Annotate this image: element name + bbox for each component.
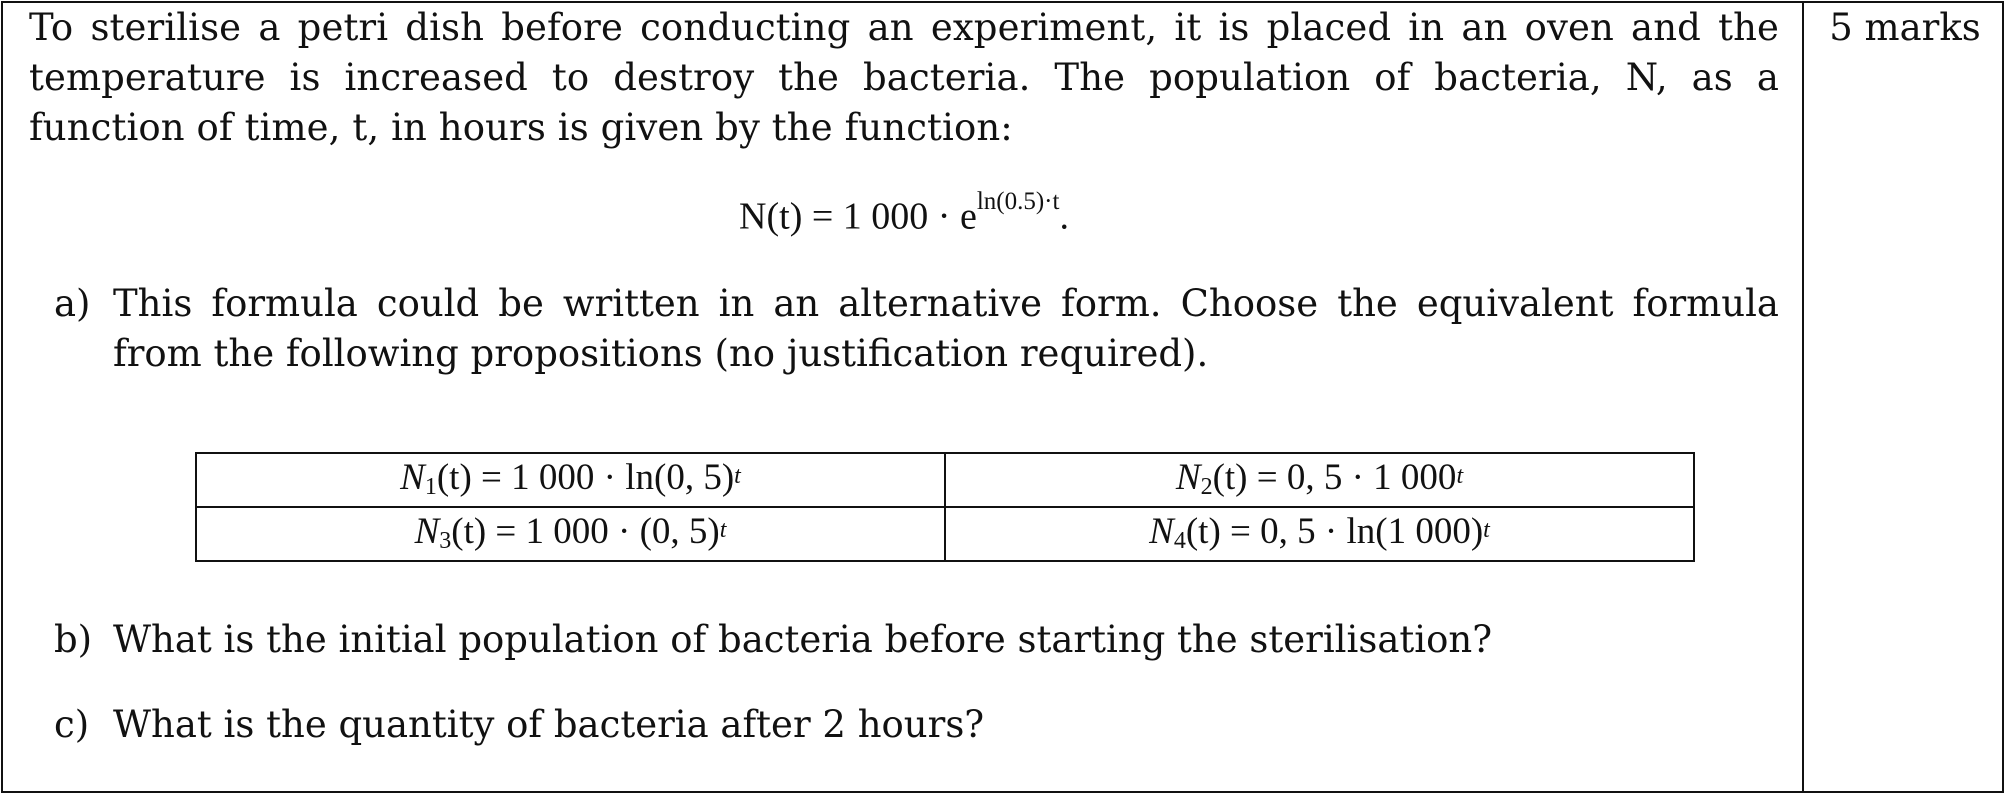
part-b-text: What is the initial population of bacteria before starting the sterilisation? [113,618,1493,661]
part-a [29,279,1779,379]
population-formula [29,180,1779,236]
options-table [195,452,1695,562]
formula-exponent: ln(0.5)·t [976,188,1060,215]
options-row [196,507,1694,561]
question-intro: To sterilise a petri dish before conducting an experiment, it is placed in an oven and the temperature is increased to destroy the bacteria. The population of bacteria, N, as a function of time, t, in hours is given by the function: [29,6,1779,149]
formula-lhs: N(t) = 1 000 · e [739,195,977,238]
option-n3: $N_3(t) = 1$ 000 · (0, 5)$^t$ [196,507,945,561]
question-frame [1,1,2004,793]
part-c [29,700,1779,750]
option-n2: $N_2(t) = 0$, 5 · 1 000$^t$ [945,453,1694,507]
part-c-label: c) [54,703,90,746]
part-a-text: This formula could be written in an alternative form. Choose the equivalent formula from the following propositions (no justification required). [113,282,1779,375]
part-a-label: a) [54,282,91,325]
part-c-text: What is the quantity of bacteria after 2 hours? [113,703,985,746]
option-n1: $N_1(t) = 1$ 000 · ln(0, 5)$^t$ [196,453,945,507]
formula-end: . [1059,195,1069,238]
options-row [196,453,1694,507]
option-n4: $N_4(t) = 0$, 5 · ln(1 000)$^t$ [945,507,1694,561]
marks-label: 5 marks [1829,6,1981,49]
column-divider [1802,3,1804,791]
part-b [29,615,1779,665]
part-b-label: b) [54,618,93,661]
